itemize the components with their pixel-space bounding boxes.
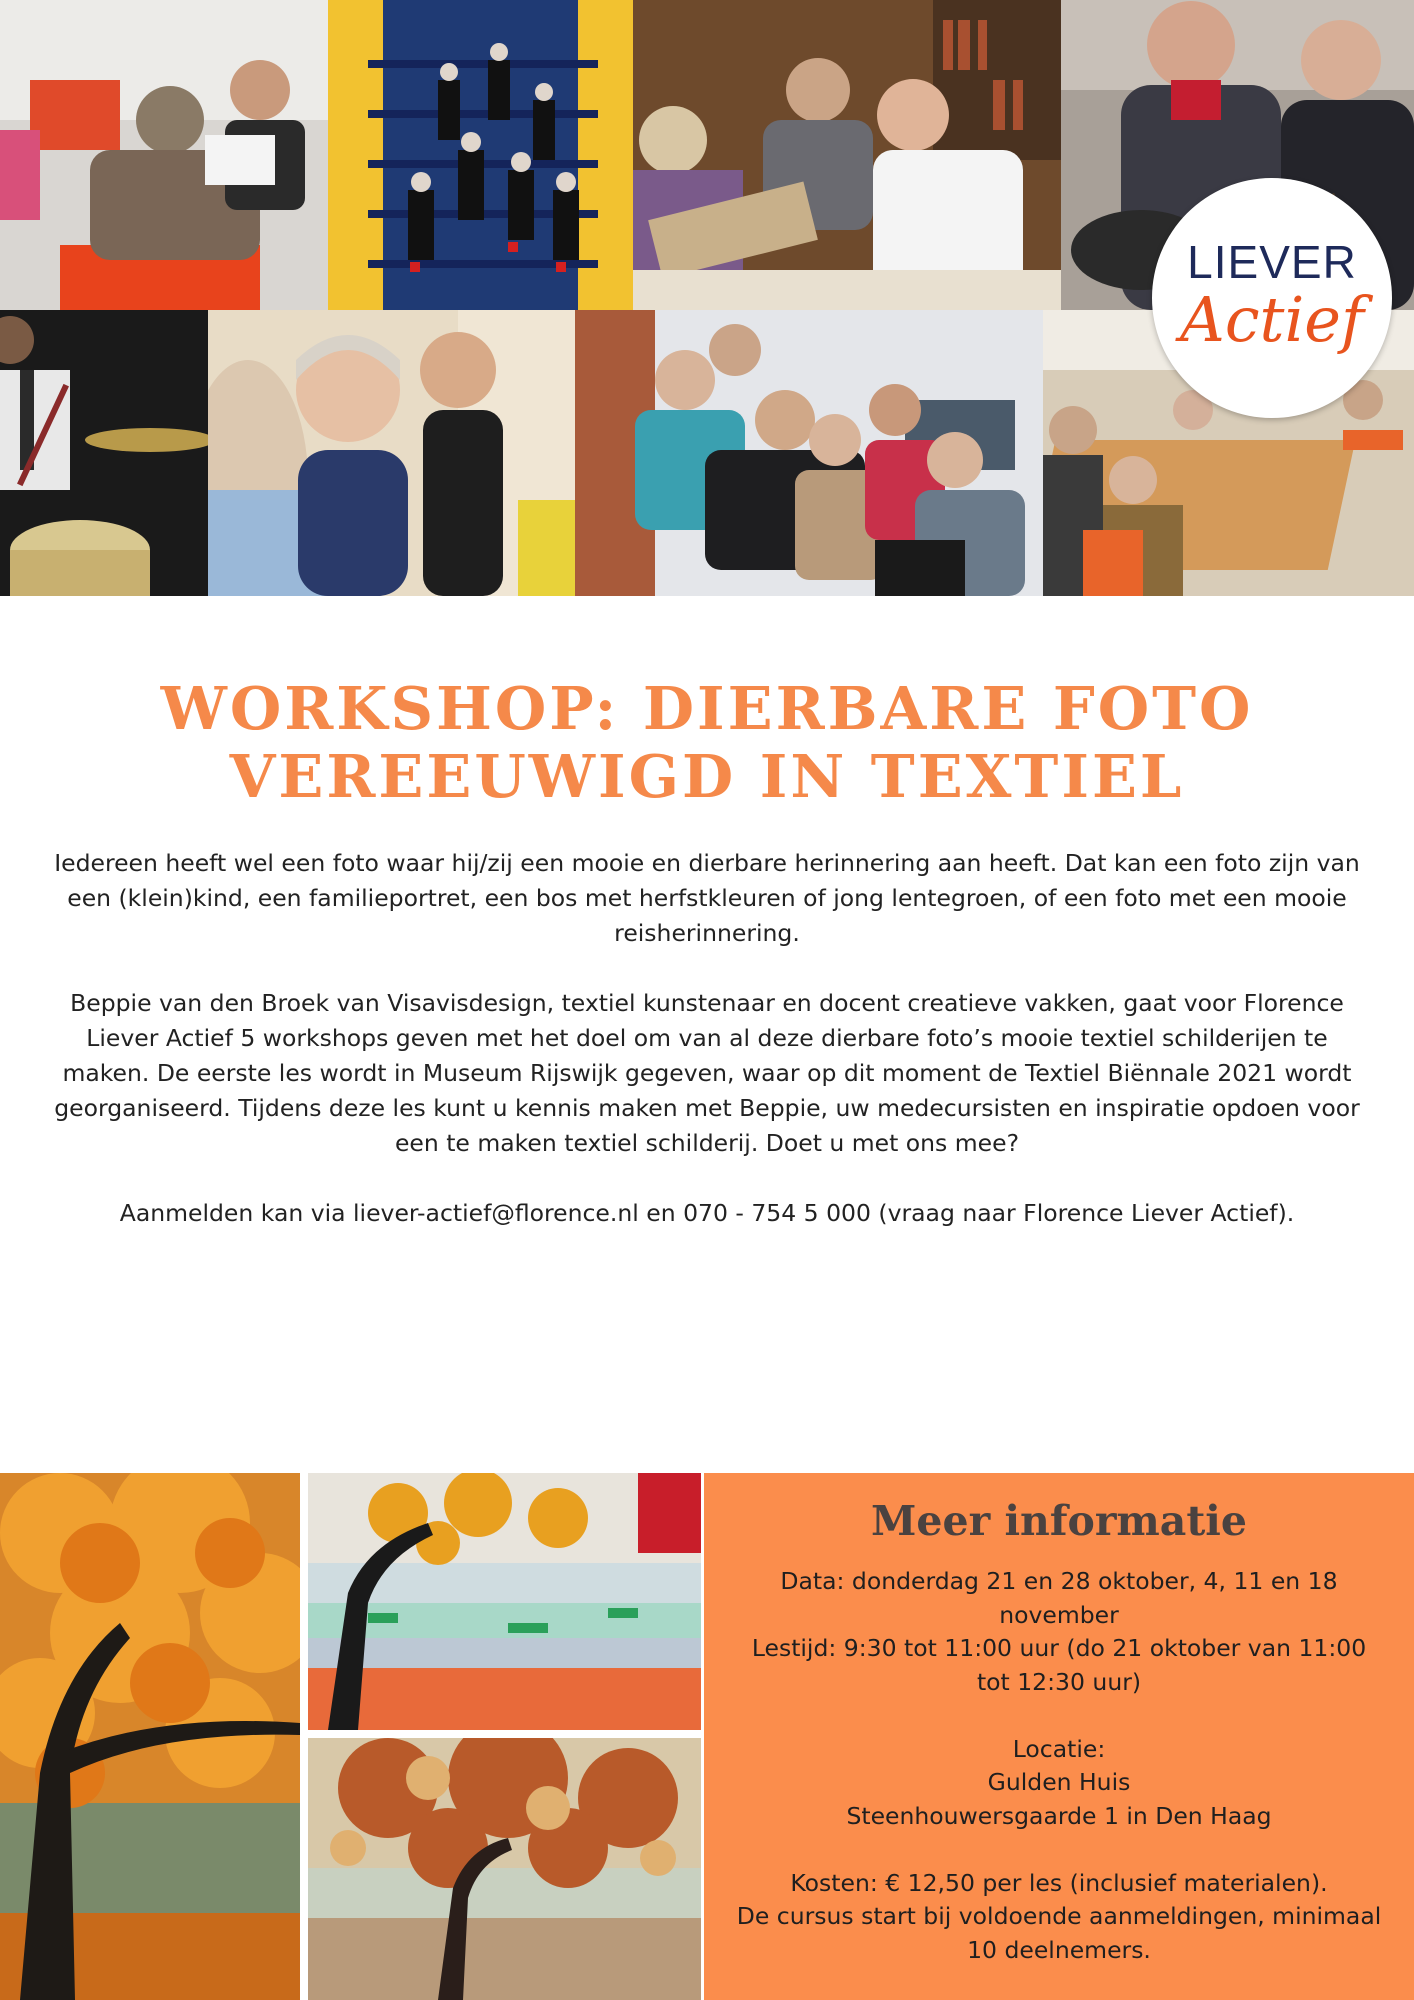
title-line-1: WORKSHOP: DIERBARE FOTO <box>160 674 1254 743</box>
info-spacer <box>734 1833 1384 1867</box>
photo-computer-group <box>575 310 1043 596</box>
info-location-label: Locatie: <box>1012 1734 1106 1763</box>
info-box <box>704 1473 1414 2000</box>
info-location-address: Steenhouwersgaarde 1 in Den Haag <box>846 1801 1272 1830</box>
photo-textile-landscape <box>308 1473 701 1730</box>
photo-painting-class <box>633 0 1061 310</box>
photo-drummer <box>0 310 208 596</box>
intro-paragraph-2: Beppie van den Broek van Visavisdesign, textiel kunstenaar en docent creatieve vakken, gaat voor Florence Liever Actief 5 workshops geven met het doel om van al deze dierbare foto’s mooie textiel schilderijen te maken. De eerste les wordt in Museum Rijswijk gegeven, waar op dit moment de Textiel Biënnale 2021 wordt georganiseerd. Tijdens deze les kunt u kennis maken met Beppie, uw medecursisten en inspiratie opdoen voor een te maken textiel schilderij. Doet u met ons mee? <box>54 989 1360 1157</box>
logo-text-liever: LIEVER <box>1187 236 1357 288</box>
photo-group-on-stairs <box>328 0 633 310</box>
liever-actief-logo <box>1152 178 1392 418</box>
title-line-2: VEREEUWIGD IN TEXTIEL <box>229 742 1185 811</box>
info-title: Meer informatie <box>871 1497 1247 1545</box>
info-spacer <box>734 1699 1384 1733</box>
photo-smiling-woman <box>208 310 575 596</box>
signup-paragraph: Aanmelden kan via liever-actief@florence.nl en 070 - 754 5 000 (vraag naar Florence Liever Actief). <box>119 1199 1295 1227</box>
intro-text <box>50 846 1364 1266</box>
photo-autumn-tree <box>0 1473 300 2000</box>
info-lesson-time: Lestijd: 9:30 tot 11:00 uur (do 21 oktober van 11:00 tot 12:30 uur) <box>751 1634 1367 1696</box>
info-details <box>704 1565 1414 1967</box>
intro-paragraph-1: Iedereen heeft wel een foto waar hij/zij een mooie en dierbare herinnering aan heeft. Dat kan een foto zijn van een (klein)kind, een familieportret, een bos met herfstkleuren of jong lentegroen, of een foto met een mooie reisherinnering. <box>54 849 1360 947</box>
photo-textile-tree <box>308 1738 701 2000</box>
info-location-name: Gulden Huis <box>987 1768 1131 1796</box>
photo-meeting-table <box>0 0 328 310</box>
info-dates: Data: donderdag 21 en 28 oktober, 4, 11 en 18 november <box>780 1567 1338 1629</box>
info-costs: Kosten: € 12,50 per les (inclusief materialen). <box>790 1868 1328 1897</box>
page-title <box>60 675 1354 811</box>
info-start-condition: De cursus start bij voldoende aanmeldingen, minimaal 10 deelnemers. <box>736 1902 1382 1964</box>
logo-text-actief: Actief <box>1180 283 1364 356</box>
